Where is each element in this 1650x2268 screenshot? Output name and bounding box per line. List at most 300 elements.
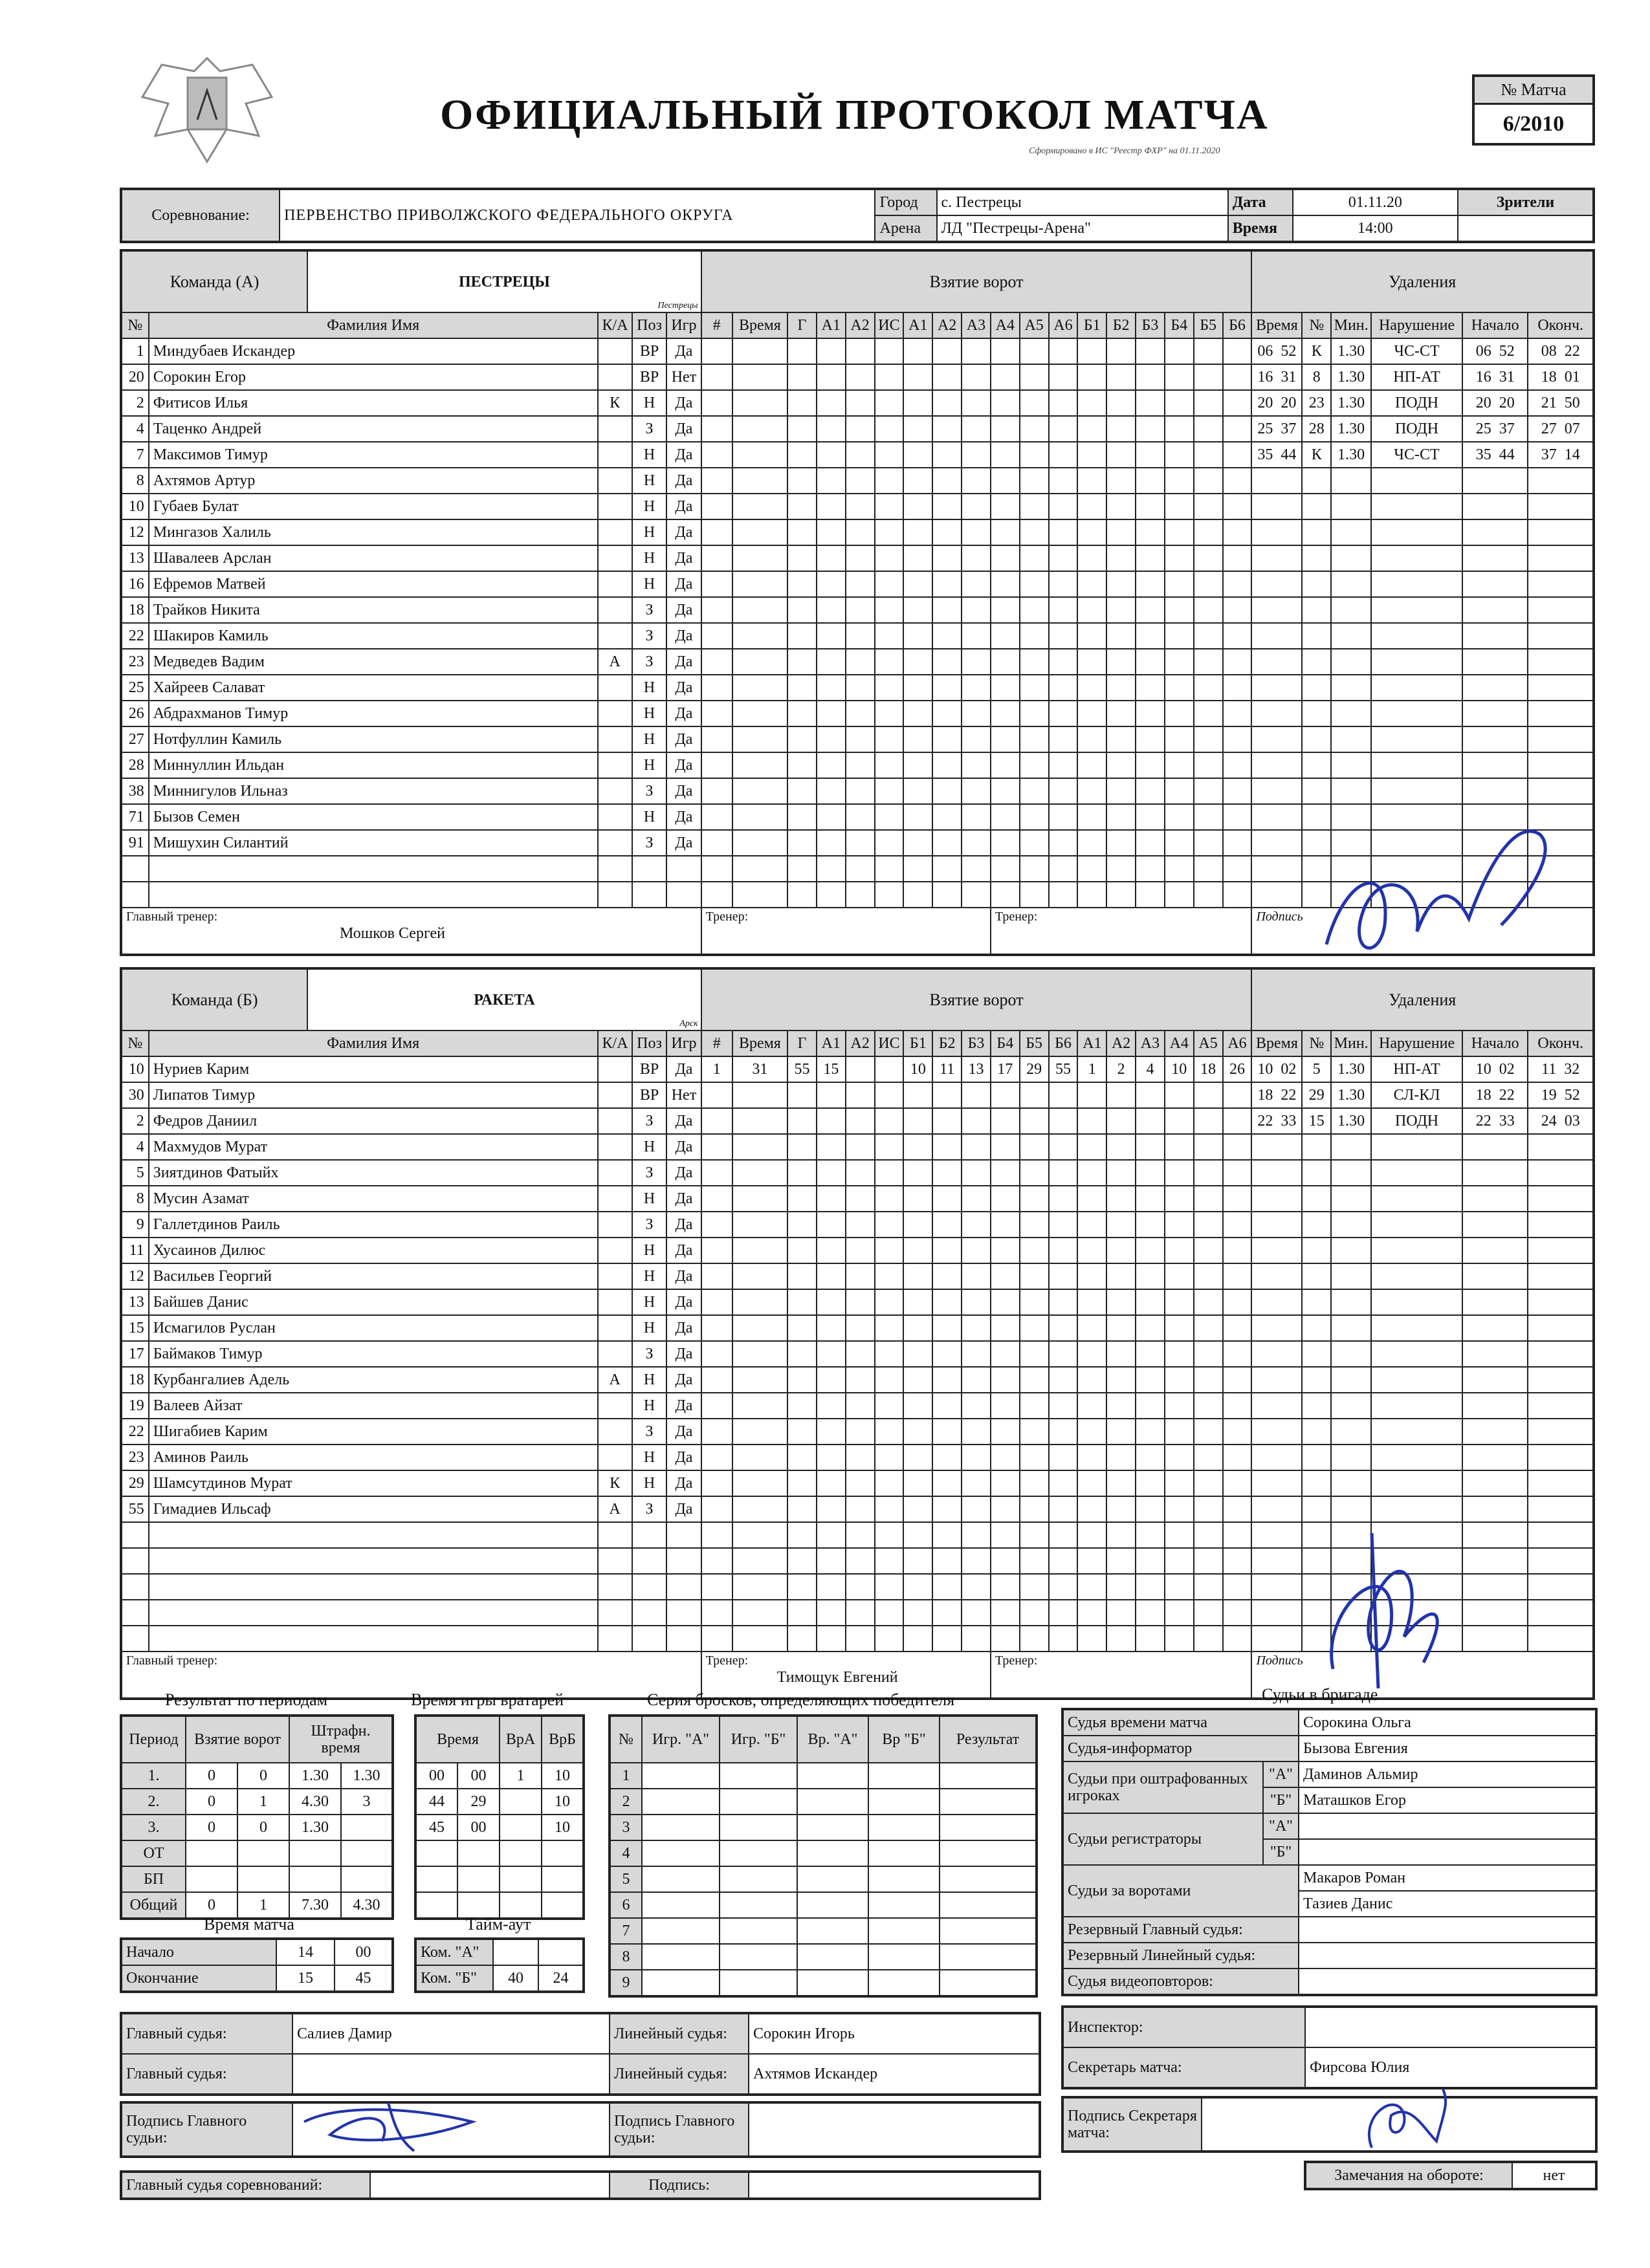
page-title: ОФИЦИАЛЬНЫЙ ПРОТОКОЛ МАТЧА bbox=[440, 91, 1269, 138]
table-row bbox=[121, 597, 1594, 623]
goal-cell bbox=[903, 1522, 932, 1548]
team_a-goal-col-10: А5 bbox=[1020, 312, 1049, 338]
player-name: Курбангалиев Адель bbox=[149, 1367, 598, 1393]
shootout-cell bbox=[940, 1918, 1037, 1944]
player-pos bbox=[632, 1522, 666, 1548]
player-pos: Н bbox=[632, 701, 666, 726]
goal-cell bbox=[875, 1134, 904, 1160]
goal-cell bbox=[1020, 778, 1049, 804]
team_b-goal-col-12: А1 bbox=[1077, 1030, 1106, 1056]
goal-cell bbox=[1077, 649, 1106, 675]
team_b-goal-col-2: Г bbox=[787, 1030, 817, 1056]
penalty-cell bbox=[1251, 701, 1302, 726]
goal-cell bbox=[732, 701, 787, 726]
goal-cell bbox=[875, 1574, 904, 1600]
goal-cell bbox=[932, 1393, 962, 1419]
goal-cell bbox=[1223, 545, 1252, 571]
goal-cell bbox=[1194, 364, 1223, 390]
goal-cell bbox=[962, 1470, 991, 1496]
player-ka bbox=[598, 1082, 632, 1108]
penalty-cell bbox=[1371, 468, 1462, 494]
goal-cell bbox=[875, 1186, 904, 1212]
player-pos: З bbox=[632, 830, 666, 856]
goal-cell bbox=[875, 752, 904, 778]
goal-cell bbox=[846, 1289, 875, 1315]
penalty-cell bbox=[1302, 1367, 1331, 1393]
penalty-time-min: 10 bbox=[1257, 1061, 1273, 1078]
player-ka bbox=[598, 571, 632, 597]
goal-cell bbox=[903, 1263, 932, 1289]
goal-cell bbox=[1165, 1341, 1194, 1367]
goal-cell bbox=[1165, 1496, 1194, 1522]
goal-cell bbox=[991, 1108, 1020, 1134]
goal-cell bbox=[787, 1315, 817, 1341]
goal-cell bbox=[846, 726, 875, 752]
goal-cell bbox=[932, 468, 962, 494]
goal-cell bbox=[903, 830, 932, 856]
penalty-cell bbox=[1528, 1263, 1594, 1289]
goal-cell bbox=[1106, 1238, 1136, 1263]
goal-cell bbox=[817, 726, 846, 752]
goal-cell bbox=[846, 1470, 875, 1496]
goal-cell bbox=[875, 1496, 904, 1522]
table-row bbox=[121, 1160, 1594, 1186]
goal-cell bbox=[701, 442, 732, 468]
goal-cell bbox=[701, 778, 732, 804]
player-ka: К bbox=[598, 390, 632, 416]
goal-cell bbox=[787, 545, 817, 571]
comp-judge-label: Главный судья соревнований: bbox=[121, 2172, 370, 2199]
goal-cell bbox=[1165, 1600, 1194, 1626]
table-row bbox=[121, 1815, 393, 1840]
goal-cell bbox=[1106, 442, 1136, 468]
goal-cell bbox=[932, 1367, 962, 1393]
penalty-foul: ПОДН bbox=[1371, 1108, 1462, 1134]
penalty-cell bbox=[1331, 1238, 1371, 1263]
penalty-cell bbox=[1371, 519, 1462, 545]
goal-cell bbox=[1165, 752, 1194, 778]
penalty-cell bbox=[1331, 675, 1371, 701]
goal-cell bbox=[991, 882, 1020, 908]
table-row bbox=[121, 1212, 1594, 1238]
shootout-no: 4 bbox=[610, 1840, 642, 1866]
penalty-cell bbox=[1528, 1341, 1594, 1367]
player-number: 2 bbox=[121, 1108, 149, 1134]
goal-cell bbox=[846, 830, 875, 856]
shootout-cell bbox=[868, 1866, 940, 1892]
goal-cell bbox=[846, 1367, 875, 1393]
penalty-start-sec: 33 bbox=[1499, 1113, 1515, 1129]
goal-cell bbox=[1020, 1470, 1049, 1496]
goal-cell bbox=[1194, 623, 1223, 649]
goal-cell bbox=[732, 675, 787, 701]
penalty-time bbox=[1251, 442, 1302, 468]
goal-cell bbox=[1077, 882, 1106, 908]
goal-cell bbox=[787, 1600, 817, 1626]
goal-cell bbox=[846, 752, 875, 778]
penalty-cell bbox=[1331, 1212, 1371, 1238]
period-pim-a: 7.30 bbox=[289, 1892, 341, 1919]
team_a-goal-col-13: Б2 bbox=[1106, 312, 1136, 338]
goal-cell bbox=[1106, 1289, 1136, 1315]
shootout-cell bbox=[797, 1918, 868, 1944]
player-name: Липатов Тимур bbox=[149, 1082, 598, 1108]
penalty-cell bbox=[1462, 1134, 1528, 1160]
player-ka bbox=[598, 1186, 632, 1212]
penalty-cell bbox=[1302, 752, 1331, 778]
team_a-head-coach bbox=[121, 908, 701, 955]
goal-cell bbox=[817, 1160, 846, 1186]
penalty-cell bbox=[1462, 1212, 1528, 1238]
goal-cell bbox=[1136, 675, 1165, 701]
team_a-col-ka: К/А bbox=[598, 312, 632, 338]
penalty-cell bbox=[1371, 675, 1462, 701]
shootout-cell bbox=[720, 1815, 797, 1840]
team_b-col-name: Фамилия Имя bbox=[149, 1030, 598, 1056]
goal-cell bbox=[875, 545, 904, 571]
goal-cell bbox=[787, 1341, 817, 1367]
player-ka bbox=[598, 1393, 632, 1419]
penalty-cell bbox=[1371, 1263, 1462, 1289]
penalty-cell bbox=[1371, 597, 1462, 623]
goal-cell bbox=[1194, 804, 1223, 830]
goal-cell bbox=[903, 882, 932, 908]
goal-cell bbox=[1077, 1470, 1106, 1496]
goal-cell bbox=[903, 804, 932, 830]
officials-table bbox=[120, 2012, 1041, 2096]
penalty-cell bbox=[1528, 1367, 1594, 1393]
goal-cell bbox=[875, 468, 904, 494]
goal-cell bbox=[991, 494, 1020, 519]
shootout-col-1: Игр. "А" bbox=[642, 1716, 720, 1763]
goal-cell bbox=[1165, 416, 1194, 442]
goal-cell bbox=[1223, 468, 1252, 494]
goal-cell bbox=[732, 830, 787, 856]
goal-cell bbox=[732, 390, 787, 416]
penalty-cell bbox=[1371, 1160, 1462, 1186]
penalty-cell bbox=[1251, 778, 1302, 804]
player-number: 12 bbox=[121, 519, 149, 545]
goal-cell bbox=[1020, 1445, 1049, 1470]
goal-cell bbox=[932, 1289, 962, 1315]
shootout-cell bbox=[642, 1918, 720, 1944]
goal-cell bbox=[1020, 1108, 1049, 1134]
goal-cell bbox=[732, 1496, 787, 1522]
table-row bbox=[121, 1789, 393, 1815]
goalie-empty bbox=[500, 1866, 542, 1892]
timekeeper-value: Сорокина Ольга bbox=[1299, 1709, 1596, 1736]
goal-cell bbox=[991, 623, 1020, 649]
goal-cell bbox=[701, 1160, 732, 1186]
player-ka bbox=[598, 1108, 632, 1134]
goal-cell bbox=[701, 1367, 732, 1393]
goalie-empty bbox=[542, 1892, 584, 1919]
goal-cell bbox=[1106, 675, 1136, 701]
match-end-m: 45 bbox=[335, 1965, 393, 1992]
timeout-a-s bbox=[538, 1939, 584, 1965]
penalty-cell bbox=[1528, 1289, 1594, 1315]
penalty-cell bbox=[1302, 1238, 1331, 1263]
player-name: Шигабиев Карим bbox=[149, 1419, 598, 1445]
goal-cell bbox=[962, 649, 991, 675]
goal-cell bbox=[846, 1393, 875, 1419]
player-name: Трайков Никита bbox=[149, 597, 598, 623]
shootout-cell bbox=[940, 1866, 1037, 1892]
shootout-cell bbox=[868, 1892, 940, 1918]
period-pim-b bbox=[341, 1840, 393, 1866]
penalty-cell bbox=[1331, 752, 1371, 778]
goal-cell bbox=[1165, 1289, 1194, 1315]
period-pim-b: 4.30 bbox=[341, 1892, 393, 1919]
player-pos bbox=[632, 882, 666, 908]
penalty-cell bbox=[1462, 1393, 1528, 1419]
goal-cell bbox=[903, 1600, 932, 1626]
goal-cell bbox=[1165, 778, 1194, 804]
goal-cell bbox=[1165, 1522, 1194, 1548]
goal-cell bbox=[1194, 1160, 1223, 1186]
goal-cell bbox=[1049, 338, 1078, 364]
goal-cell bbox=[1136, 597, 1165, 623]
player-ka bbox=[598, 1419, 632, 1445]
player-name: Бызов Семен bbox=[149, 804, 598, 830]
goal-cell bbox=[991, 1470, 1020, 1496]
goal-cell bbox=[1194, 701, 1223, 726]
goal-cell bbox=[1194, 545, 1223, 571]
penalty-cell bbox=[1528, 726, 1594, 752]
goal-cell bbox=[1194, 494, 1223, 519]
penalty-end bbox=[1528, 364, 1594, 390]
goal-cell bbox=[991, 364, 1020, 390]
goal-cell bbox=[1223, 701, 1252, 726]
goal-cell bbox=[732, 1393, 787, 1419]
goal-cell bbox=[1106, 1341, 1136, 1367]
penalty-cell bbox=[1371, 1341, 1462, 1367]
goal-cell bbox=[1223, 1522, 1252, 1548]
goal-cell bbox=[962, 1186, 991, 1212]
goal-cell bbox=[1223, 856, 1252, 882]
goal-cell bbox=[1136, 752, 1165, 778]
goal-cell bbox=[875, 1626, 904, 1652]
period-goals-a: 0 bbox=[186, 1789, 237, 1815]
penalty-cell bbox=[1331, 726, 1371, 752]
player-pos: Н bbox=[632, 1134, 666, 1160]
penalty-cell bbox=[1371, 1445, 1462, 1470]
goal-cell bbox=[1077, 494, 1106, 519]
goal-cell bbox=[1165, 1548, 1194, 1574]
goal-cell bbox=[817, 1238, 846, 1263]
goal-cell bbox=[932, 571, 962, 597]
goalie-b: 10 bbox=[542, 1815, 584, 1840]
head-coach-value: Мошков Сергей bbox=[340, 925, 445, 942]
goal-cell bbox=[962, 1341, 991, 1367]
goal-cell bbox=[1223, 675, 1252, 701]
shootout-cell bbox=[720, 1944, 797, 1970]
period-pim-b bbox=[341, 1815, 393, 1840]
team_a-city: Пестрецы bbox=[657, 301, 698, 311]
goal-cell bbox=[1106, 726, 1136, 752]
goal-cell bbox=[817, 1548, 846, 1574]
player-ka bbox=[598, 442, 632, 468]
goal-cell bbox=[817, 1445, 846, 1470]
player-ka bbox=[598, 1445, 632, 1470]
goal-cell bbox=[1165, 1263, 1194, 1289]
player-ka bbox=[598, 545, 632, 571]
reserve-main-label: Резервный Главный судья: bbox=[1062, 1917, 1299, 1943]
goal-cell bbox=[1020, 1082, 1049, 1108]
player-play: Да bbox=[666, 1289, 701, 1315]
penalty-end-min: 27 bbox=[1541, 420, 1557, 437]
spectators-label: Зрители bbox=[1458, 189, 1594, 215]
goal-cell bbox=[787, 1134, 817, 1160]
goal-cell bbox=[732, 364, 787, 390]
goal-judges-label: Судьи за воротами bbox=[1062, 1865, 1299, 1917]
penalty-cell bbox=[1331, 519, 1371, 545]
player-number: 11 bbox=[121, 1238, 149, 1263]
shootout-no: 5 bbox=[610, 1866, 642, 1892]
goal-cell bbox=[1194, 752, 1223, 778]
player-name: Валеев Айзат bbox=[149, 1393, 598, 1419]
goal-cell bbox=[701, 338, 732, 364]
team_a-goal-col-11: А6 bbox=[1049, 312, 1078, 338]
penalty-cell bbox=[1251, 468, 1302, 494]
goal-cell bbox=[1049, 882, 1078, 908]
goal-cell bbox=[1049, 1263, 1078, 1289]
goal-cell bbox=[1077, 1315, 1106, 1341]
register-a-value bbox=[1299, 1813, 1596, 1839]
period-pim-a: 1.30 bbox=[289, 1815, 341, 1840]
goal-cell bbox=[701, 545, 732, 571]
goal-cell bbox=[732, 649, 787, 675]
player-ka bbox=[598, 778, 632, 804]
goal-cell bbox=[701, 675, 732, 701]
goal-cell bbox=[1020, 338, 1049, 364]
goal-cell bbox=[1020, 1263, 1049, 1289]
team_b-goal-col-8: Б3 bbox=[962, 1030, 991, 1056]
player-name: Байшев Данис bbox=[149, 1289, 598, 1315]
goal-cell bbox=[1020, 1238, 1049, 1263]
player-play bbox=[666, 1522, 701, 1548]
team_b-label: Команда (Б) bbox=[121, 968, 307, 1030]
player-number bbox=[121, 1626, 149, 1652]
goal-cell bbox=[846, 468, 875, 494]
goal-cell bbox=[1106, 804, 1136, 830]
penalty-cell bbox=[1462, 468, 1528, 494]
goal-cell bbox=[991, 416, 1020, 442]
goal-cell bbox=[932, 649, 962, 675]
goal-cell bbox=[903, 701, 932, 726]
goal-cell bbox=[701, 701, 732, 726]
goal-cell bbox=[1136, 1134, 1165, 1160]
player-play: Да bbox=[666, 1419, 701, 1445]
penalty-cell bbox=[1371, 726, 1462, 752]
player-pos: З bbox=[632, 1108, 666, 1134]
goal-cell bbox=[1077, 1522, 1106, 1548]
goal-cell bbox=[787, 623, 817, 649]
goal-cell bbox=[787, 1496, 817, 1522]
penalty-minutes: 1.30 bbox=[1331, 1056, 1371, 1082]
goal-cell bbox=[1136, 545, 1165, 571]
shootout-cell bbox=[720, 1892, 797, 1918]
shootout-cell bbox=[940, 1892, 1037, 1918]
goal-cell bbox=[1165, 1470, 1194, 1496]
penalty-cell bbox=[1528, 1160, 1594, 1186]
player-ka bbox=[598, 856, 632, 882]
goal-cell bbox=[1020, 364, 1049, 390]
team_b-goal-col-16: А5 bbox=[1194, 1030, 1223, 1056]
player-number: 23 bbox=[121, 649, 149, 675]
goal-cell bbox=[1194, 1496, 1223, 1522]
goal-cell bbox=[732, 882, 787, 908]
goal-cell bbox=[1165, 804, 1194, 830]
goal-cell bbox=[787, 726, 817, 752]
goalie-col-a: ВрА bbox=[500, 1716, 542, 1763]
shootout-cell bbox=[868, 1789, 940, 1815]
goal-cell bbox=[1106, 364, 1136, 390]
player-pos: З bbox=[632, 1341, 666, 1367]
penalty-cell bbox=[1331, 1289, 1371, 1315]
goal-cell bbox=[962, 1315, 991, 1341]
penalty-start bbox=[1462, 390, 1528, 416]
goal-cell bbox=[875, 1212, 904, 1238]
federation-emblem-icon bbox=[123, 45, 291, 175]
goal-cell bbox=[846, 1263, 875, 1289]
shootout-cell bbox=[720, 1866, 797, 1892]
player-number: 91 bbox=[121, 830, 149, 856]
table-row bbox=[610, 1970, 1037, 1996]
goal-cell bbox=[1077, 1263, 1106, 1289]
goal-cell bbox=[701, 1522, 732, 1548]
goal-cell bbox=[732, 1186, 787, 1212]
goal-cell bbox=[875, 882, 904, 908]
goal-cell bbox=[991, 726, 1020, 752]
goal-cell bbox=[1077, 830, 1106, 856]
goal-cell bbox=[932, 364, 962, 390]
penalty-start-min: 18 bbox=[1475, 1087, 1491, 1104]
player-play: Да bbox=[666, 571, 701, 597]
penalty-time bbox=[1251, 338, 1302, 364]
penalty-start-min: 22 bbox=[1475, 1113, 1491, 1129]
goal-cell bbox=[817, 390, 846, 416]
goal-cell bbox=[732, 804, 787, 830]
goal-cell bbox=[1165, 1574, 1194, 1600]
penalty-cell bbox=[1331, 571, 1371, 597]
shootout-cell bbox=[868, 1840, 940, 1866]
reserve-main-value bbox=[1299, 1917, 1596, 1943]
register-b-value bbox=[1299, 1839, 1596, 1865]
player-ka: А bbox=[598, 649, 632, 675]
goal-cell bbox=[1194, 1289, 1223, 1315]
goal-cell bbox=[1020, 752, 1049, 778]
penalty-cell bbox=[1462, 752, 1528, 778]
penalty-cell bbox=[1251, 571, 1302, 597]
penalty-cell bbox=[1371, 1470, 1462, 1496]
shootout-cell bbox=[797, 1970, 868, 1996]
goal-cell bbox=[1077, 752, 1106, 778]
penalty-cell bbox=[1302, 623, 1331, 649]
table-row bbox=[415, 1815, 584, 1840]
goal-cell bbox=[1106, 1522, 1136, 1548]
goal-cell bbox=[1049, 1134, 1078, 1160]
timeout-b-label: Ком. "Б" bbox=[415, 1965, 493, 1992]
goal-cell bbox=[701, 1574, 732, 1600]
penalty-cell bbox=[1462, 494, 1528, 519]
penalty-cell bbox=[1302, 726, 1331, 752]
penalty-cell bbox=[1462, 649, 1528, 675]
team_b-goal-col-3: А1 bbox=[817, 1030, 846, 1056]
team_b-pen-col-3: Нарушение bbox=[1371, 1030, 1462, 1056]
goal-cell bbox=[1049, 1496, 1078, 1522]
player-number: 10 bbox=[121, 1056, 149, 1082]
